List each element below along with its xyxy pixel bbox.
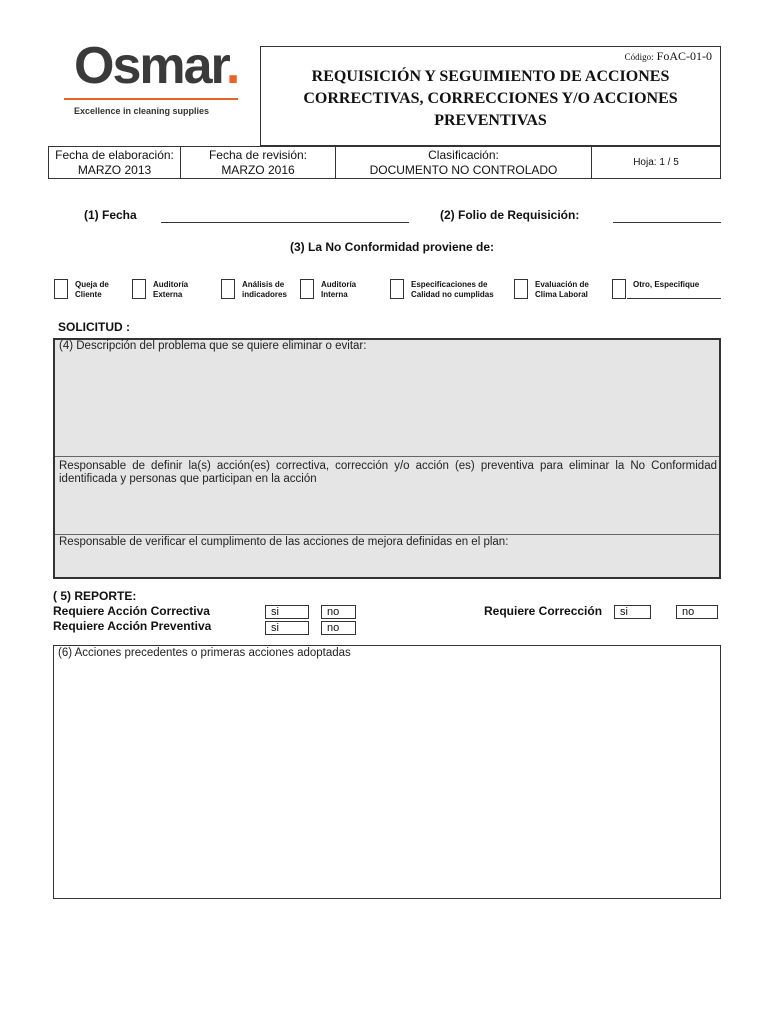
correccion-label: Requiere Corrección bbox=[484, 604, 603, 618]
checkbox-analisis-indicadores[interactable] bbox=[221, 279, 235, 299]
clasificacion-cell bbox=[336, 147, 592, 178]
elaboracion-label: Fecha de elaboración: bbox=[55, 148, 174, 162]
origen-label: (3) La No Conformidad proviene de: bbox=[290, 240, 495, 254]
logo-text: Osmar bbox=[74, 37, 226, 95]
hoja-cell bbox=[592, 147, 720, 178]
checkbox-queja-cliente[interactable] bbox=[54, 279, 68, 299]
folio-input-line[interactable] bbox=[613, 222, 721, 223]
checkbox-clima-laboral[interactable] bbox=[514, 279, 528, 299]
correccion-no-box[interactable]: no bbox=[676, 605, 718, 619]
hoja-label: Hoja: bbox=[633, 157, 657, 168]
checkbox-label: Especificaciones de Calidad no cumplidas bbox=[411, 280, 494, 299]
checkbox-especificaciones[interactable] bbox=[390, 279, 404, 299]
correctiva-label: Requiere Acción Correctiva bbox=[53, 604, 210, 618]
divider bbox=[55, 456, 719, 457]
hoja-value: 1 / 5 bbox=[659, 157, 679, 168]
correctiva-no-box[interactable]: no bbox=[321, 605, 356, 619]
reporte-heading: ( 5) REPORTE: bbox=[53, 589, 137, 603]
clasificacion-label: Clasificación: bbox=[428, 148, 499, 162]
elaboracion-cell bbox=[49, 147, 181, 178]
logo-underline bbox=[64, 98, 238, 100]
responsable-definir-input[interactable] bbox=[55, 490, 719, 532]
correctiva-si-box[interactable]: si bbox=[265, 605, 309, 619]
folio-label: (2) Folio de Requisición: bbox=[440, 208, 580, 222]
revision-value: MARZO 2016 bbox=[221, 163, 295, 177]
responsable-definir-label: Responsable de definir la(s) acción(es) correctiva, corrección y/o acción (es) preventiva para eliminar la No Conformidad identificada y personas que participan en la acción bbox=[59, 460, 717, 485]
clasificacion-value: DOCUMENTO NO CONTROLADO bbox=[369, 163, 558, 177]
document-title: REQUISICIÓN Y SEGUIMIENTO DE ACCIONES CORRECTIVAS, CORRECCIONES Y/O ACCIONES PREVENTIVAS bbox=[303, 68, 678, 129]
checkbox-auditoria-externa[interactable] bbox=[132, 279, 146, 299]
document-code bbox=[625, 49, 712, 64]
code-label: Código: bbox=[624, 52, 654, 62]
preventiva-label: Requiere Acción Preventiva bbox=[53, 619, 212, 633]
checkbox-label: Auditoría Interna bbox=[321, 280, 357, 299]
checkbox-label: Queja de Cliente bbox=[75, 280, 109, 299]
revision-cell bbox=[181, 147, 336, 178]
preventiva-no-box[interactable]: no bbox=[321, 621, 356, 635]
descripcion-label: (4) Descripción del problema que se quiere eliminar o evitar: bbox=[59, 340, 367, 352]
document-info-row bbox=[48, 146, 721, 179]
acciones-label: (6) Acciones precedentes o primeras acciones adoptadas bbox=[58, 647, 351, 659]
checkbox-label: Otro, Especifique bbox=[633, 280, 700, 289]
descripcion-input[interactable] bbox=[55, 354, 719, 454]
elaboracion-value: MARZO 2013 bbox=[77, 163, 152, 177]
responsable-verificar-label: Responsable de verificar el cumplimento de las acciones de mejora definidas en el plan: bbox=[59, 536, 509, 548]
logo-tagline: Excellence in cleaning supplies bbox=[74, 106, 210, 116]
otro-input-line[interactable] bbox=[627, 298, 721, 299]
checkbox-label: Evaluación de Clima Laboral bbox=[535, 280, 589, 299]
acciones-box[interactable] bbox=[53, 645, 721, 899]
correccion-si-box[interactable]: si bbox=[614, 605, 651, 619]
checkbox-label: Auditoría Externa bbox=[153, 280, 189, 299]
revision-label: Fecha de revisión: bbox=[208, 148, 308, 162]
company-logo bbox=[74, 37, 239, 95]
solicitud-heading: SOLICITUD : bbox=[58, 320, 130, 334]
preventiva-si-box[interactable]: si bbox=[265, 621, 309, 635]
responsable-verificar-input[interactable] bbox=[55, 551, 719, 577]
code-value: FoAC-01-0 bbox=[656, 49, 712, 63]
fecha-label: (1) Fecha bbox=[84, 208, 137, 222]
divider bbox=[55, 534, 719, 535]
checkbox-label: Análisis de indicadores bbox=[242, 280, 287, 299]
fecha-input-line[interactable] bbox=[161, 222, 409, 223]
checkbox-otro[interactable] bbox=[612, 279, 626, 299]
checkbox-auditoria-interna[interactable] bbox=[300, 279, 314, 299]
logo-dot: . bbox=[225, 37, 239, 95]
